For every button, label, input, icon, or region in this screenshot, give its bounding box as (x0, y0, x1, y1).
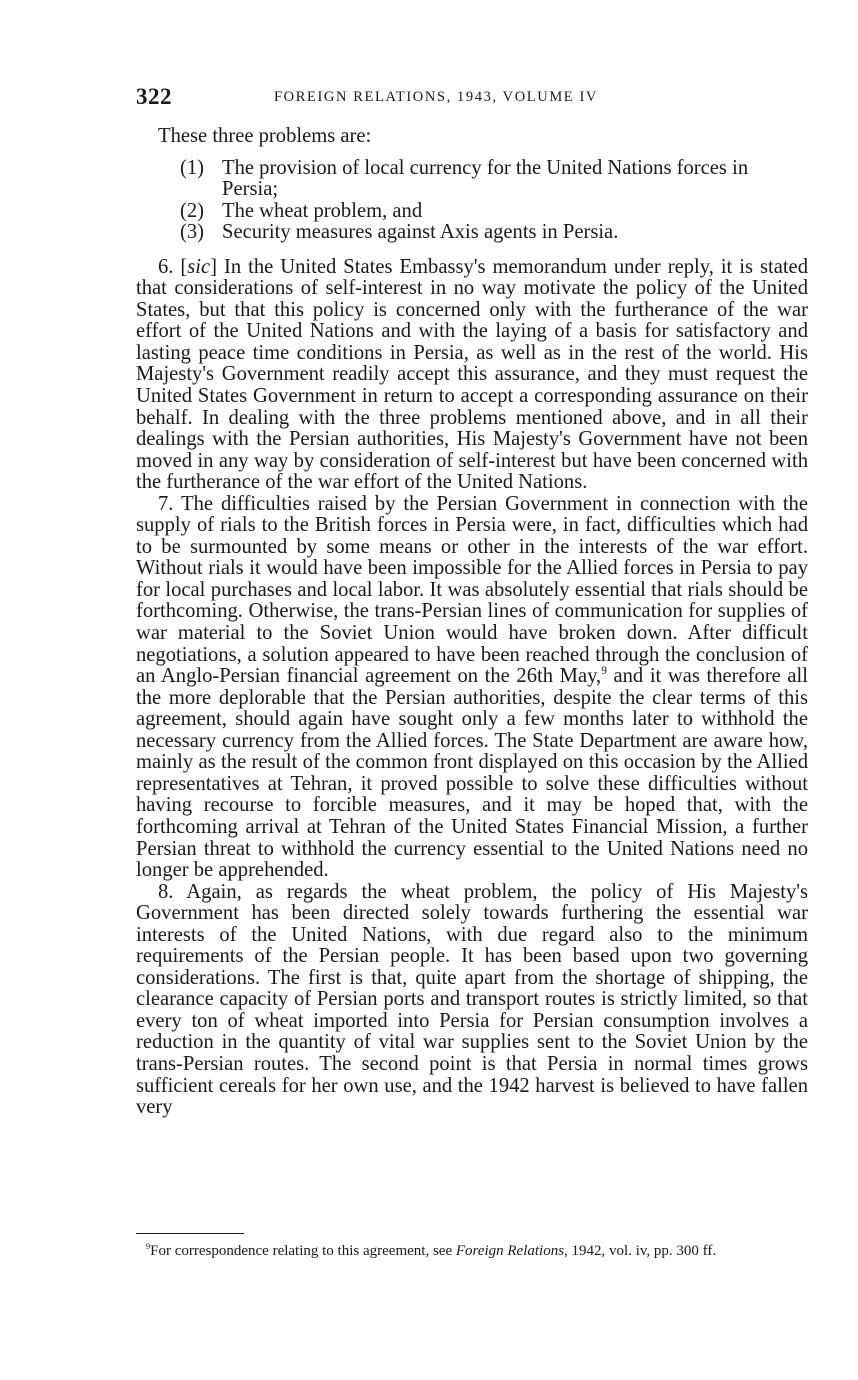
running-head: FOREIGN RELATIONS, 1943, VOLUME IV (274, 89, 598, 105)
paragraph-7 (136, 494, 808, 882)
list-item-text: Security measures against Axis agents in Persia. (222, 221, 619, 244)
problems-list (180, 158, 808, 244)
footnote-citation-title: Foreign Relations (455, 1243, 565, 1259)
footnote-text (136, 1242, 816, 1261)
list-item (180, 222, 808, 244)
body-text (136, 126, 808, 1119)
footnote-text-b: , 1942, vol. iv, pp. 300 ff. (564, 1243, 717, 1259)
page-header (136, 84, 816, 116)
paragraph-8: 8. Again, as regards the wheat problem, the policy of His Majesty's Government has been directed solely towards furthering the essential war interests of the United Nations, with due regard also to the minimum requirements of the Persian people. It has been based upon two governing considerations. The first is that, quite apart from the shortage of shipping, the clearance capacity of Persian ports and transport routes is strictly limited, so that every ton of wheat imported into Persia for Persian consumption involves a reduction in the quantity of vital war supplies sent to the Soviet Union by the trans-Persian routes. The second point is that Persia in normal times grows sufficient cereals for her own use, and the 1942 harvest is believed to have fallen very (136, 880, 808, 1119)
footnote-text-a: For correspondence relating to this agreement, see (150, 1243, 456, 1259)
paragraph-6 (136, 257, 808, 494)
paragraph-6-lead: 6. [ (158, 255, 188, 278)
sic-note: sic (187, 255, 211, 278)
list-item-text: The wheat problem, and (222, 199, 423, 222)
paragraph-7-text-a: 7. The difficulties raised by the Persian Government in connection with the supply of rials to the British forces in Persia were, in fact, difficulties which had to be surmounted by some means or other in the interests of the war effort. Without rials it would have been impossible for the Allied forces in Persia to pay for local purchases and local labor. It was absolutely essential that rials should be forthcoming. Otherwise, the trans-Persian lines of communication for supplies of war material to the Soviet Union would have broken down. After difficult negotiations, a solution appeared to have been reached through the conclusion of an Anglo-Persian financial agreement on the 26th May, (136, 492, 808, 688)
list-item-text: The provision of local currency for the United Nations forces in Persia; (222, 156, 749, 201)
page-number: 322 (136, 84, 172, 109)
footnote-divider (136, 1233, 244, 1234)
problems-intro: These three problems are: (158, 125, 372, 147)
paragraph-6-text: ] In the United States Embassy's memorandum under reply, it is stated that considerations of self-interest in no way motivate the policy of the United States, but that this policy is concerned only with the furtherance of the war effort of the United Nations and with the laying of a basis for satisfactory and lasting peace time conditions in Persia, as well as in the rest of the world. His Majesty's Government readily accept this assurance, and they must request the United States Government in return to accept a corresponding assurance on their behalf. In dealing with the three problems mentioned above, and in all their dealings with the Persian authorities, His Majesty's Government have not been moved in any way by consideration of self-interest but have been concerned with the furtherance of the war effort of the United Nations. (136, 255, 808, 494)
paragraph-7-text-b: and it was therefore all the more deplorable that the Persian authorities, despite the clear terms of this agreement, should again have sought only a few months later to withhold the necessary currency from the Allied forces. The State Department are aware how, mainly as the result of the common front displayed on this occasion by the Allied representatives at Tehran, it proved possible to solve these difficulties without having recourse to forcible measures, and it may be hoped that, with the forthcoming arrival at Tehran of the United States Financial Mission, a further Persian threat to withhold the currency essential to the United Nations need no longer be apprehended. (136, 665, 809, 882)
list-item (180, 201, 808, 223)
footnote-reference[interactable]: 9 (601, 665, 607, 678)
footnote (136, 1242, 816, 1261)
list-item-number: (1) (180, 156, 205, 179)
list-item-number: (2) (180, 199, 205, 222)
footnote-marker: 9 (146, 1242, 151, 1252)
list-item-number: (3) (180, 221, 205, 244)
list-item (180, 158, 808, 201)
